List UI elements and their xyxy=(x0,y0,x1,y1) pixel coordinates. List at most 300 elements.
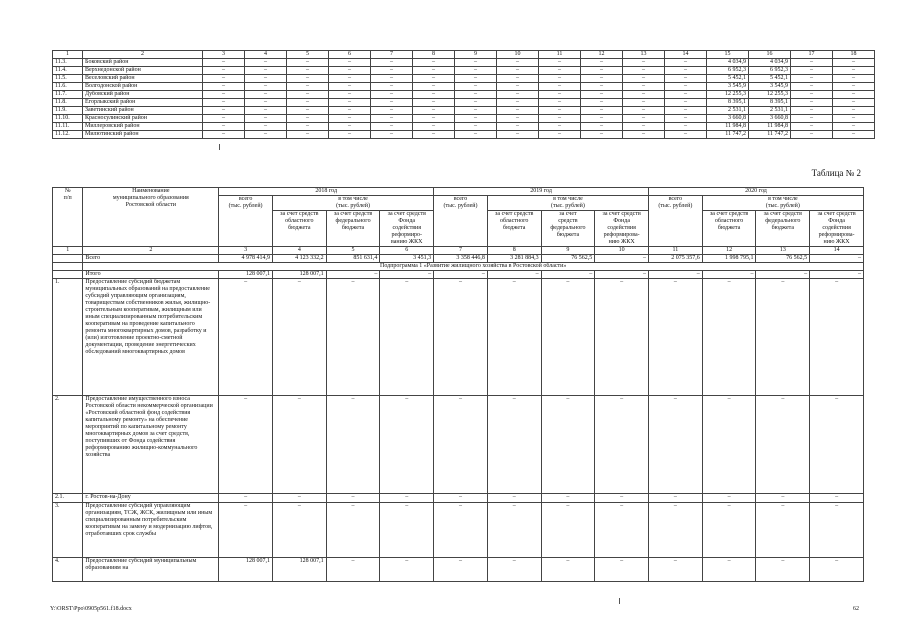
table-cell: – xyxy=(329,59,371,67)
table-cell: – xyxy=(329,123,371,131)
table-cell: 11 747,2 xyxy=(749,131,791,139)
table-cell: – xyxy=(791,123,833,131)
table-cell: – xyxy=(791,59,833,67)
column-number-cell: 12 xyxy=(581,51,623,59)
header-year-2019: 2019 год xyxy=(434,188,649,196)
table-cell: – xyxy=(329,83,371,91)
table-cell: – xyxy=(581,59,623,67)
row-number: 1. xyxy=(53,279,83,396)
table-cell: – xyxy=(649,279,703,396)
table-row xyxy=(53,99,875,107)
table-cell: – xyxy=(541,279,595,396)
header-num: № п/п xyxy=(53,188,83,247)
district-name-cell: Веселовский район xyxy=(83,75,203,83)
row-name: Предоставление имущественного взноса Ростовской области некоммерческой организации «Ростовский областной фонд содействия капитальному ремонту» на обеспечение мероприятий по капитальному ремонту многоквартирных домов за счет средств, поступивших от Фонда содействия реформированию жилищно-коммунального хозяйства xyxy=(83,396,219,494)
table-cell: – xyxy=(665,99,707,107)
table-cell: – xyxy=(455,91,497,99)
table-cell: – xyxy=(623,115,665,123)
header-year-2018: 2018 год xyxy=(219,188,434,196)
subprogram-row xyxy=(53,263,864,271)
table-cell: – xyxy=(413,67,455,75)
column-number-cell: 11 xyxy=(539,51,581,59)
table-cell: 128 007,1 xyxy=(219,558,273,582)
table-cell: – xyxy=(413,115,455,123)
row-name: Предоставление субсидий управляющим организациям, ТСЖ, ЖСК, жилищным или иным специализированным потребительским кооперативам на замену и модернизацию лифтов, отработавших срок службы xyxy=(83,503,219,558)
header-total-2019: всего (тыс. рублей) xyxy=(434,196,488,247)
table-cell: – xyxy=(539,83,581,91)
table-cell: – xyxy=(665,75,707,83)
table-cell: – xyxy=(702,503,756,558)
table-cell: – xyxy=(203,131,245,139)
table-cell: – xyxy=(595,494,649,503)
table-cell: – xyxy=(541,494,595,503)
column-number-cell: 10 xyxy=(497,51,539,59)
table-cell: – xyxy=(649,494,703,503)
table-row xyxy=(53,107,875,115)
table-cell: – xyxy=(245,59,287,67)
table-cell: 6 952,3 xyxy=(749,67,791,75)
table-row xyxy=(53,494,864,503)
table-cell: – xyxy=(287,107,329,115)
table-cell: – xyxy=(455,115,497,123)
table-cell: – xyxy=(833,75,875,83)
header-year-2020: 2020 год xyxy=(649,188,864,196)
table-cell: – xyxy=(623,91,665,99)
total-label: Всего xyxy=(83,255,219,263)
table-cell: – xyxy=(833,131,875,139)
column-number-cell: 1 xyxy=(53,247,83,255)
table-cell: – xyxy=(497,123,539,131)
table-cell: – xyxy=(581,99,623,107)
total-cell: 3 451,3 xyxy=(380,255,434,263)
table-cell: 11 747,2 xyxy=(707,131,749,139)
table-caption: Таблица № 2 xyxy=(811,168,861,178)
table-cell: – xyxy=(413,99,455,107)
table-cell: – xyxy=(487,396,541,494)
funding-table xyxy=(52,187,864,582)
table-cell: – xyxy=(665,115,707,123)
table-cell: 8 395,1 xyxy=(707,99,749,107)
table-cell: – xyxy=(380,279,434,396)
table-cell: – xyxy=(434,279,488,396)
table-cell: – xyxy=(810,279,864,396)
column-number-cell: 5 xyxy=(326,247,380,255)
itogo-cell: – xyxy=(756,271,810,279)
table-cell: – xyxy=(287,131,329,139)
table-cell: – xyxy=(455,107,497,115)
table-cell: – xyxy=(371,67,413,75)
table-cell: – xyxy=(287,99,329,107)
table-cell: – xyxy=(245,115,287,123)
column-numbers-row xyxy=(53,247,864,255)
header-incl-2020: в том числе (тыс. рублей) xyxy=(702,196,863,211)
table-cell: – xyxy=(541,396,595,494)
column-number-cell: 8 xyxy=(487,247,541,255)
table-cell: – xyxy=(434,396,488,494)
table-cell: – xyxy=(623,99,665,107)
row-number: 2. xyxy=(53,396,83,494)
table-cell: – xyxy=(380,396,434,494)
table-cell: – xyxy=(810,503,864,558)
table-cell: – xyxy=(665,123,707,131)
itogo-row xyxy=(53,271,864,279)
itogo-cell: – xyxy=(810,271,864,279)
total-cell xyxy=(53,255,83,263)
table-cell: – xyxy=(326,279,380,396)
table-cell: – xyxy=(581,123,623,131)
column-number-cell: 16 xyxy=(749,51,791,59)
table-cell: – xyxy=(791,83,833,91)
itogo-cell: – xyxy=(541,271,595,279)
header-incl-2019: в том числе (тыс. рублей) xyxy=(487,196,648,211)
table-cell: – xyxy=(791,67,833,75)
table-cell: – xyxy=(434,558,488,582)
column-number-cell: 4 xyxy=(245,51,287,59)
column-number-cell: 3 xyxy=(203,51,245,59)
table-cell: – xyxy=(539,123,581,131)
table-cell: – xyxy=(203,67,245,75)
table-row xyxy=(53,396,864,494)
total-row xyxy=(53,255,864,263)
table-cell: – xyxy=(245,83,287,91)
district-name-cell: Верхнедонской район xyxy=(83,67,203,75)
table-cell: 3 545,9 xyxy=(749,83,791,91)
subprogram-title: Подпрограмма 1 «Развитие жилищного хозяйства в Ростовской области» xyxy=(83,263,864,271)
table-cell: – xyxy=(413,91,455,99)
column-number-cell: 9 xyxy=(541,247,595,255)
table-cell: – xyxy=(497,75,539,83)
table-cell: – xyxy=(380,503,434,558)
table-cell: – xyxy=(833,91,875,99)
table-cell: – xyxy=(329,115,371,123)
table-cell: – xyxy=(665,91,707,99)
table-cell: – xyxy=(833,59,875,67)
table-cell: – xyxy=(287,123,329,131)
header-total-2020: всего (тыс. рублей) xyxy=(649,196,703,247)
table-cell: – xyxy=(497,59,539,67)
column-number-cell: 6 xyxy=(380,247,434,255)
table-cell: – xyxy=(623,67,665,75)
table-row xyxy=(53,75,875,83)
table-cell: – xyxy=(702,396,756,494)
table-cell: – xyxy=(497,107,539,115)
table-row xyxy=(53,115,875,123)
table-cell: – xyxy=(287,83,329,91)
table-cell: – xyxy=(833,107,875,115)
table-cell: – xyxy=(623,59,665,67)
table-cell: – xyxy=(219,396,273,494)
table-cell: – xyxy=(497,131,539,139)
table-cell: – xyxy=(455,83,497,91)
table-cell: – xyxy=(219,503,273,558)
table-cell: – xyxy=(455,131,497,139)
table-cell: – xyxy=(487,503,541,558)
itogo-cell: – xyxy=(702,271,756,279)
table-cell: – xyxy=(833,99,875,107)
table-cell: – xyxy=(434,494,488,503)
table-cell: – xyxy=(595,396,649,494)
table-cell: – xyxy=(413,59,455,67)
table-cell: – xyxy=(245,67,287,75)
table-cell: – xyxy=(245,107,287,115)
table-cell: – xyxy=(326,396,380,494)
table-cell: – xyxy=(665,131,707,139)
table-cell: – xyxy=(245,75,287,83)
table-cell: – xyxy=(581,75,623,83)
table-cell: – xyxy=(203,115,245,123)
table-cell: – xyxy=(413,107,455,115)
header-name: Наименование муниципального образования Ростовской области xyxy=(83,188,219,247)
table-cell: – xyxy=(581,115,623,123)
table-cell: 2 531,1 xyxy=(749,107,791,115)
table-row xyxy=(53,279,864,396)
table-cell: – xyxy=(810,396,864,494)
table-cell: – xyxy=(272,503,326,558)
table-cell: – xyxy=(329,131,371,139)
table-cell: – xyxy=(791,91,833,99)
itogo-label: Итого xyxy=(83,271,219,279)
column-number-cell: 7 xyxy=(434,247,488,255)
table-cell: – xyxy=(203,123,245,131)
table-cell: – xyxy=(380,558,434,582)
table-cell: – xyxy=(581,67,623,75)
column-number-cell: 13 xyxy=(623,51,665,59)
table-cell: – xyxy=(756,494,810,503)
header-total-2018: всего (тыс. рублей) xyxy=(219,196,273,247)
table-cell: – xyxy=(539,67,581,75)
table-row xyxy=(53,123,875,131)
table-row xyxy=(53,59,875,67)
table-cell: – xyxy=(245,99,287,107)
total-cell: 76 562,5 xyxy=(541,255,595,263)
scan-mark xyxy=(219,144,220,150)
table-cell: – xyxy=(702,279,756,396)
total-cell: 1 998 795,1 xyxy=(702,255,756,263)
column-number-cell: 6 xyxy=(329,51,371,59)
table-cell: – xyxy=(326,558,380,582)
total-cell: – xyxy=(810,255,864,263)
table-cell: 12 255,3 xyxy=(707,91,749,99)
itogo-cell: 128 007,1 xyxy=(272,271,326,279)
table-cell: – xyxy=(272,279,326,396)
table-cell: – xyxy=(371,123,413,131)
column-number-cell: 17 xyxy=(791,51,833,59)
table-cell: – xyxy=(539,75,581,83)
table-cell: – xyxy=(245,91,287,99)
table-cell: 4 034,9 xyxy=(707,59,749,67)
itogo-cell xyxy=(53,271,83,279)
table-cell: – xyxy=(455,99,497,107)
table-cell: – xyxy=(203,75,245,83)
column-number-cell: 14 xyxy=(810,247,864,255)
table-cell: – xyxy=(203,59,245,67)
table-cell: – xyxy=(287,67,329,75)
table-cell: 3 660,8 xyxy=(749,115,791,123)
header-sub: за счет средств областного бюджета xyxy=(272,211,326,247)
table-cell: – xyxy=(287,91,329,99)
table-cell: – xyxy=(756,558,810,582)
table-cell: – xyxy=(791,131,833,139)
table-cell: 4 034,9 xyxy=(749,59,791,67)
table-cell: – xyxy=(371,99,413,107)
row-number: 3. xyxy=(53,503,83,558)
total-cell: – xyxy=(595,255,649,263)
table-cell: – xyxy=(329,107,371,115)
table-cell: – xyxy=(497,99,539,107)
row-name: Предоставление субсидий бюджетам муниципальных образований на предоставление субсидий управляющим организациям, товариществам собственников жилья, жилищно-строительным кооперативам, жилищным или иным специализированным потребительским кооперативам на проведение капитального ремонта многоквартирных домов, разработку и (или) изготовление проектно-сметной документации, проведение энергетических обследований многоквартирных домов xyxy=(83,279,219,396)
table-cell: – xyxy=(371,131,413,139)
table-cell: 11.3. xyxy=(53,59,83,67)
table-cell: – xyxy=(541,558,595,582)
column-number-cell: 15 xyxy=(707,51,749,59)
district-name-cell: Егорлыкский район xyxy=(83,99,203,107)
column-number-cell: 12 xyxy=(702,247,756,255)
district-name-cell: Милютинский район xyxy=(83,131,203,139)
table-cell: – xyxy=(649,396,703,494)
table-cell: – xyxy=(539,107,581,115)
itogo-cell: – xyxy=(649,271,703,279)
table-cell: – xyxy=(791,107,833,115)
table-cell: – xyxy=(371,107,413,115)
table-cell: – xyxy=(487,494,541,503)
header-sub: за счет средств федерального бюджета xyxy=(756,211,810,247)
table-cell: 11.9. xyxy=(53,107,83,115)
table-cell: 11 984,8 xyxy=(749,123,791,131)
itogo-cell: – xyxy=(595,271,649,279)
table-cell: – xyxy=(756,503,810,558)
table-cell: – xyxy=(371,83,413,91)
total-cell: 3 281 884,3 xyxy=(487,255,541,263)
table-cell: – xyxy=(595,503,649,558)
table-cell: – xyxy=(539,99,581,107)
table-cell: 11.6. xyxy=(53,83,83,91)
table-cell: – xyxy=(539,91,581,99)
table-cell: 8 395,1 xyxy=(749,99,791,107)
table-cell: 2 531,1 xyxy=(707,107,749,115)
total-cell: 2 075 357,6 xyxy=(649,255,703,263)
table-cell: – xyxy=(833,123,875,131)
district-name-cell: Боковский район xyxy=(83,59,203,67)
table-cell: 11.4. xyxy=(53,67,83,75)
table-cell: 11 984,8 xyxy=(707,123,749,131)
column-number-cell: 10 xyxy=(595,247,649,255)
column-number-cell: 18 xyxy=(833,51,875,59)
table-cell: – xyxy=(413,75,455,83)
itogo-cell: – xyxy=(326,271,380,279)
itogo-cell: – xyxy=(487,271,541,279)
row-number: 4. xyxy=(53,558,83,582)
district-name-cell: Миллеровский район xyxy=(83,123,203,131)
table-cell: – xyxy=(702,558,756,582)
itogo-cell: – xyxy=(434,271,488,279)
column-number-cell: 7 xyxy=(371,51,413,59)
table-cell: – xyxy=(623,123,665,131)
table-cell: 6 952,3 xyxy=(707,67,749,75)
table-cell: – xyxy=(649,503,703,558)
table-cell: – xyxy=(595,558,649,582)
table-cell: – xyxy=(581,83,623,91)
header-incl-2018: в том числе (тыс. рублей) xyxy=(272,196,433,211)
table-row xyxy=(53,131,875,139)
header-sub: за счет средств федерального бюджета xyxy=(541,211,595,247)
column-number-cell: 9 xyxy=(455,51,497,59)
total-cell: 4 978 414,9 xyxy=(219,255,273,263)
table-cell: – xyxy=(497,91,539,99)
table-cell: – xyxy=(623,75,665,83)
table-cell: – xyxy=(756,279,810,396)
header-sub: за счет средств федерального бюджета xyxy=(326,211,380,247)
column-number-cell: 14 xyxy=(665,51,707,59)
footer-file-path: Y:\ORST\Ppo\0905p561.f18.docx xyxy=(50,606,132,612)
continuation-table xyxy=(52,50,875,139)
district-name-cell: Дубовский район xyxy=(83,91,203,99)
table-cell: – xyxy=(833,115,875,123)
table-cell: – xyxy=(665,59,707,67)
table-row xyxy=(53,67,875,75)
table-cell: – xyxy=(329,99,371,107)
table-cell: – xyxy=(623,83,665,91)
table-cell: 3 660,8 xyxy=(707,115,749,123)
table-cell: – xyxy=(245,123,287,131)
table-cell: – xyxy=(539,115,581,123)
table-cell: – xyxy=(649,558,703,582)
table-cell: 3 545,9 xyxy=(707,83,749,91)
table-row xyxy=(53,91,875,99)
table-cell: – xyxy=(380,494,434,503)
itogo-cell: 128 007,1 xyxy=(219,271,273,279)
table-cell: – xyxy=(245,131,287,139)
table-cell: – xyxy=(371,75,413,83)
table-row xyxy=(53,83,875,91)
table-cell: – xyxy=(413,83,455,91)
table-row xyxy=(53,558,864,582)
total-cell: 3 358 446,8 xyxy=(434,255,488,263)
column-number-cell: 3 xyxy=(219,247,273,255)
table-cell: – xyxy=(287,115,329,123)
table-cell: – xyxy=(219,494,273,503)
table-cell: – xyxy=(455,59,497,67)
table-cell: 128 007,1 xyxy=(272,558,326,582)
table-cell: – xyxy=(329,75,371,83)
table-cell: – xyxy=(541,503,595,558)
column-number-cell: 8 xyxy=(413,51,455,59)
table-cell: 11.10. xyxy=(53,115,83,123)
itogo-cell: – xyxy=(380,271,434,279)
table-header-row xyxy=(53,51,875,59)
table-cell: – xyxy=(791,75,833,83)
table-cell: – xyxy=(203,99,245,107)
table-row xyxy=(53,503,864,558)
table-cell: – xyxy=(455,75,497,83)
district-name-cell: Красносулинский район xyxy=(83,115,203,123)
column-number-cell: 5 xyxy=(287,51,329,59)
table-cell: – xyxy=(329,67,371,75)
table-cell: – xyxy=(497,115,539,123)
table-cell: – xyxy=(539,59,581,67)
table-cell: – xyxy=(665,83,707,91)
table-cell: – xyxy=(287,59,329,67)
column-number-cell: 11 xyxy=(649,247,703,255)
table-cell: – xyxy=(455,123,497,131)
table-cell: – xyxy=(623,131,665,139)
table-cell: – xyxy=(581,107,623,115)
table-cell: 11.11. xyxy=(53,123,83,131)
column-number-cell: 4 xyxy=(272,247,326,255)
district-name-cell: Заветинский район xyxy=(83,107,203,115)
table-cell: – xyxy=(539,131,581,139)
table-cell: – xyxy=(623,107,665,115)
table-cell: – xyxy=(203,107,245,115)
